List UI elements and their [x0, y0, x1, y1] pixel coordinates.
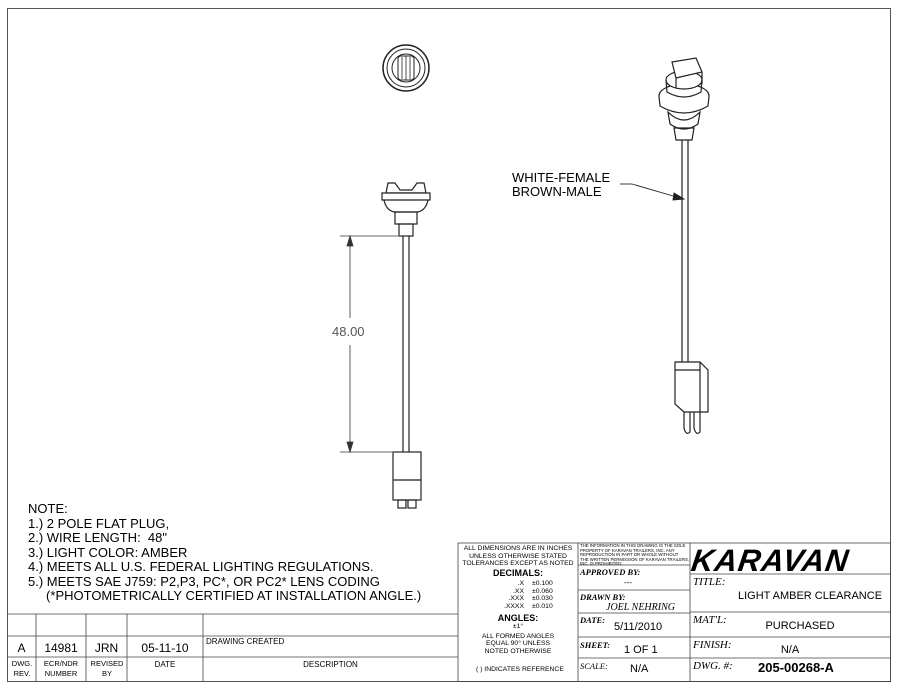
decimal-value: ±0.060: [532, 587, 553, 595]
angles-value: ±1°: [512, 623, 524, 630]
proprietary-line: THE WRITTEN PERMISSION OF KARAVAN TRAILERS,: [580, 556, 690, 562]
revision-by: JRN: [94, 641, 119, 655]
date-value: 5/11/2010: [614, 621, 663, 633]
proprietary-notice: [580, 544, 690, 567]
decimal-key: .X: [517, 580, 524, 587]
finish-value: N/A: [780, 644, 800, 656]
proprietary-line: THE INFORMATION IN THIS DRAWING IS THE SOLE: [580, 543, 686, 548]
note-item: 2.) WIRE LENGTH: 48": [28, 530, 167, 545]
note-item: 1.) 2 POLE FLAT PLUG,: [28, 515, 170, 531]
revision-rev: A: [17, 641, 26, 655]
sheet-label: SHEET:: [580, 640, 611, 650]
header-ecr: ECR/NDR NUMBER: [43, 659, 79, 678]
proprietary-line: PROPERTY OF KARAVAN TRAILERS, INC. ANY: [580, 547, 675, 553]
tolerance-block: [458, 545, 578, 579]
angles-title: ANGLES:: [497, 613, 539, 623]
drawn-value: JOEL NEHRING: [606, 602, 675, 613]
note-item: 5.) MEETS SAE J759: P2,P3, PC*, OR PC2* LENS CODING: [28, 573, 380, 589]
notes-title: NOTE:: [28, 501, 68, 516]
material-value: PURCHASED: [765, 620, 835, 632]
notes-block: [28, 502, 421, 604]
decimal-value: ±0.010: [532, 602, 553, 610]
approved-value: ---: [624, 578, 632, 587]
proprietary-line: REPRODUCTION IN PART OR WHOLE WITHOUT: [580, 552, 679, 558]
header-revised-by: REVISED BY: [90, 659, 124, 678]
finish-label: FINISH:: [693, 639, 732, 651]
header-date: DATE: [154, 660, 176, 669]
karavan-logo: KARAVAN: [689, 543, 852, 578]
title-label: TITLE:: [693, 576, 726, 588]
drawn-label: DRAWN BY:: [580, 592, 626, 602]
formed-line2: EQUAL 90° UNLESS: [485, 640, 551, 647]
decimals-title: DECIMALS:: [493, 567, 543, 578]
proprietary-line: INC. IS PROHIBITED.: [580, 561, 623, 567]
callout-label-brown-male: BROWN-MALE: [512, 184, 602, 199]
scale-label: SCALE:: [580, 661, 608, 671]
revision-description: DRAWING CREATED: [206, 637, 285, 646]
dwg-number-label: DWG. #:: [693, 660, 733, 672]
dwg-number-value: 205-00268-A: [758, 660, 834, 675]
lamp-iso-view: [659, 58, 709, 433]
dimension-line: [340, 236, 398, 452]
formed-line1: ALL FORMED ANGLES: [481, 632, 555, 640]
revision-ecr: 14981: [44, 641, 78, 655]
lamp-side-view: [382, 183, 430, 508]
decimals-table: [490, 580, 553, 610]
formed-line3: NOTED OTHERWISE: [484, 647, 552, 655]
reference-note: ( ) INDICATES REFERENCE: [476, 666, 564, 673]
tolerance-line3: TOLERANCES EXCEPT AS NOTED: [462, 560, 574, 567]
revision-date: 05-11-10: [141, 641, 189, 655]
scale-value: N/A: [630, 663, 649, 675]
decimal-value: ±0.030: [532, 595, 553, 602]
decimal-key: .XX: [513, 587, 524, 595]
decimal-key: .XXX: [508, 595, 524, 602]
callout-leader: [620, 184, 684, 200]
date-label: DATE:: [580, 615, 606, 625]
tolerance-line1: ALL DIMENSIONS ARE IN INCHES: [463, 545, 573, 552]
sheet-value: 1 OF 1: [624, 644, 658, 656]
title-value: LIGHT AMBER CLEARANCE: [737, 590, 883, 602]
header-description: DESCRIPTION: [303, 660, 358, 669]
note-item: (*PHOTOMETRICALLY CERTIFIED AT INSTALLATION ANGLE.): [28, 588, 422, 603]
approved-label: APPROVED BY:: [580, 567, 641, 577]
note-item: 3.) LIGHT COLOR: AMBER: [28, 544, 188, 560]
decimal-value: ±0.100: [532, 580, 553, 587]
angles-block: [458, 613, 578, 655]
dimension-value: 48.00: [332, 324, 365, 339]
lamp-top-view: [383, 45, 429, 91]
decimal-key: .XXXX: [503, 602, 524, 610]
note-item: 4.) MEETS ALL U.S. FEDERAL LIGHTING REGULATIONS.: [28, 559, 374, 574]
callout-label-white-female: WHITE-FEMALE: [512, 170, 611, 185]
material-label: MAT'L:: [693, 614, 727, 626]
header-dwg-rev: DWG. REV.: [11, 659, 33, 678]
tolerance-line2: UNLESS OTHERWISE STATED: [469, 552, 567, 560]
